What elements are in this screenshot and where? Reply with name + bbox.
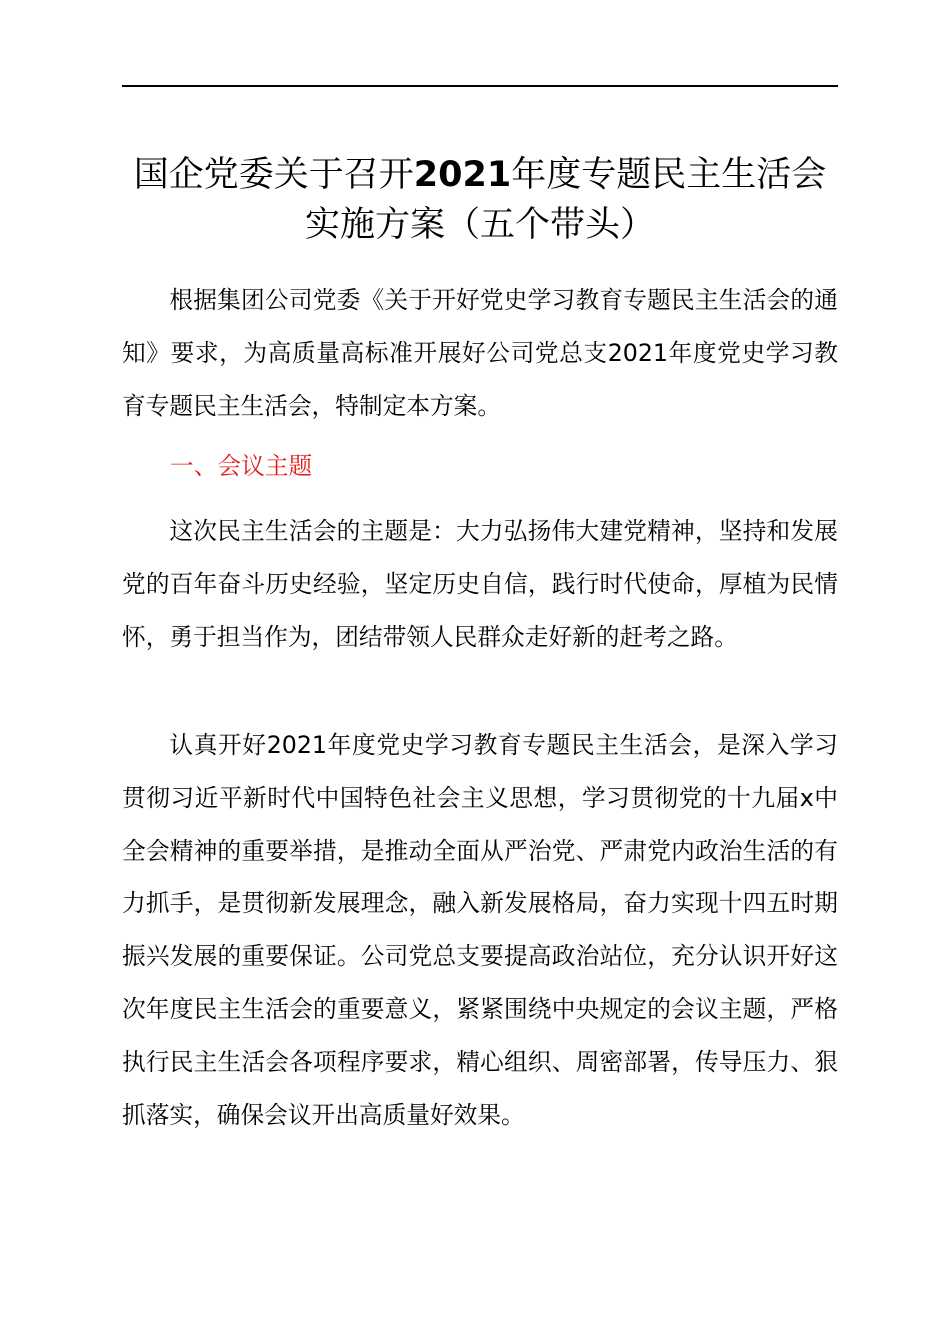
- intro-paragraph: 根据集团公司党委《关于开好党史学习教育专题民主生活会的通知》要求，为高质量高标准开展好公司党总支2021年度党史学习教育专题民主生活会，特制定本方案。: [122, 286, 838, 420]
- header-rule: [122, 85, 838, 87]
- section-heading-meeting-theme: 一、会议主题: [170, 452, 313, 480]
- theme-paragraph: 这次民主生活会的主题是：大力弘扬伟大建党精神，坚持和发展党的百年奋斗历史经验，坚定历史自信，践行时代使命，厚植为民情怀，勇于担当作为，团结带领人民群众走好新的赶考之路。: [122, 517, 838, 651]
- title-year: 2021: [413, 155, 512, 195]
- title-suffix: 年度专题民主生活会: [511, 155, 827, 195]
- document-title-line1: [100, 149, 860, 201]
- document-title-line2: 实施方案（五个带头）: [304, 205, 655, 245]
- title-prefix: 国企党委关于召开: [133, 155, 414, 195]
- significance-paragraph: 认真开好2021年度党史学习教育专题民主生活会，是深入学习贯彻习近平新时代中国特色社会主义思想，学习贯彻党的十九届x中全会精神的重要举措，是推动全面从严治党、严肃党内政治生活的有力抓手，是贯彻新发展理念，融入新发展格局，奋力实现十四五时期振兴发展的重要保证。公司党总支要提高政治站位，充分认识开好这次年度民主生活会的重要意义，紧紧围绕中央规定的会议主题，严格执行民主生活会各项程序要求，精心组织、周密部署，传导压力、狠抓落实，确保会议开出高质量好效果。: [122, 731, 838, 1129]
